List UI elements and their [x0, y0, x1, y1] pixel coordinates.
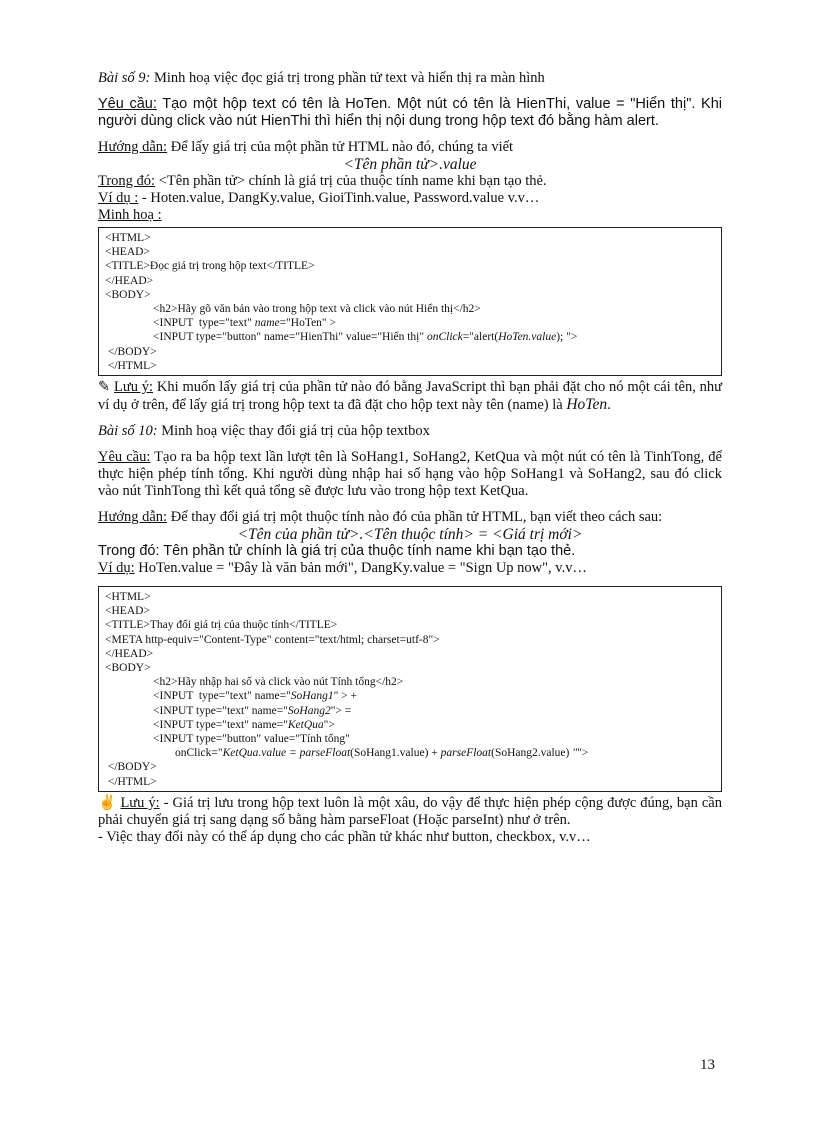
- pencil-icon: ✎: [98, 379, 111, 396]
- ex10-where: Trong đó: Tên phần tử chính là giá trị của thuộc tính name khi bạn tạo thẻ.: [98, 543, 576, 560]
- ex9-formula: <Tên phần tử>.value: [343, 156, 477, 173]
- ex9-where: Trong đó: <Tên phần tử> chính là giá trị của thuộc tính name khi bạn tạo thẻ.: [98, 173, 547, 189]
- ex10-title: Bài số 10: Minh hoạ việc thay đổi giá trị của hộp textbox: [98, 423, 430, 440]
- ex9-note: ✎ Lưu ý: Khi muốn lấy giá trị của phần tử nào đó bằng JavaScript thì bạn phải đặt cho nó một cái tên, như ví dụ ở trên, để lấy giá trị trong hộp text ta đã đặt cho hộp text này tên (name) là HoTen.: [98, 379, 723, 414]
- page-number: 13: [700, 1057, 715, 1073]
- ex10-note-2: - Việc thay đổi này có thể áp dụng cho các phần tử khác như button, checkbox, v.v…: [98, 828, 591, 845]
- hand-icon: ✌: [98, 794, 117, 811]
- ex9-guide: Hướng dẫn: Để lấy giá trị của một phần tử HTML nào đó, chúng ta viết: [98, 139, 514, 155]
- ex9-requirement: Yêu cầu: Tạo một hộp text có tên là HoTen. Một nút có tên là HienThi, value = "Hiển thị". Khi người dùng click vào nút HienThi thì hiển thị nội dung trong hộp text đó bằng hàm alert.: [98, 96, 722, 129]
- ex10-code-block: <HTML> <HEAD> <TITLE>Thay đổi giá trị của thuộc tính</TITLE> <META http-equiv="Content-Type" content="text/html; charset=utf-8"> </HEAD> <BODY> <h2>Hãy nhập hai số và click vào nút Tính tổng</h2> <INPUT type="text" name="SoHang1" > + <INPUT type="text" name="SoHang2"> = <INPUT type="text" name="KetQua"> <INPUT type="button" value="Tính tổng" onClick="KetQua.value = parseFloat(SoHang1.value) + parseFloat(SoHang2.value) ""> </BODY> </HTML>: [98, 586, 722, 792]
- ex10-formula: <Tên của phần tử>.<Tên thuộc tính> = <Giá trị mới>: [237, 526, 583, 544]
- ex10-guide: Hướng dẫn: Để thay đổi giá trị một thuộc tính nào đó của phần tử HTML, bạn viết theo cách sau:: [98, 509, 663, 526]
- ex10-note: ✌ Lưu ý: - Giá trị lưu trong hộp text luôn là một xâu, do vậy để thực hiện phép cộng được đúng, bạn cần phải chuyển giá trị sang dạng số bằng hàm parseFloat (Hoặc parseInt) như ở trên.: [98, 794, 722, 828]
- ex9-illustration-label: Minh hoạ :: [98, 207, 162, 223]
- ex10-requirement: Yêu cầu: Tạo ra ba hộp text lần lượt tên là SoHang1, SoHang2, KetQua và một nút có tên là TinhTong, để thực hiện phép tính tổng. Khi người dùng nhập hai số hạng vào hộp SoHang1 và SoHang2, sau đó click vào nút TinhTong thì kết quả tổng sẽ được lưu vào trong hộp text KetQua.: [98, 449, 722, 500]
- document-page: [98, 70, 722, 846]
- ex9-example: Ví dụ : - Hoten.value, DangKy.value, GioiTinh.value, Password.value v.v…: [98, 190, 540, 206]
- ex9-code-block: <HTML> <HEAD> <TITLE>Đọc giá trị trong hộp text</TITLE> </HEAD> <BODY> <h2>Hãy gõ văn bản vào trong hộp text và click vào nút Hiển thị</h2> <INPUT type="text" name="HoTen" > <INPUT type="button" name="HienThi" value="Hiển thị" onClick="alert(HoTen.value); "> </BODY> </HTML>: [98, 227, 722, 376]
- ex10-example: Ví dụ: HoTen.value = "Đây là văn bản mới", DangKy.value = "Sign Up now", v.v…: [98, 560, 587, 577]
- ex9-title: Bài số 9: Minh hoạ việc đọc giá trị trong phần tử text và hiển thị ra màn hình: [98, 70, 545, 86]
